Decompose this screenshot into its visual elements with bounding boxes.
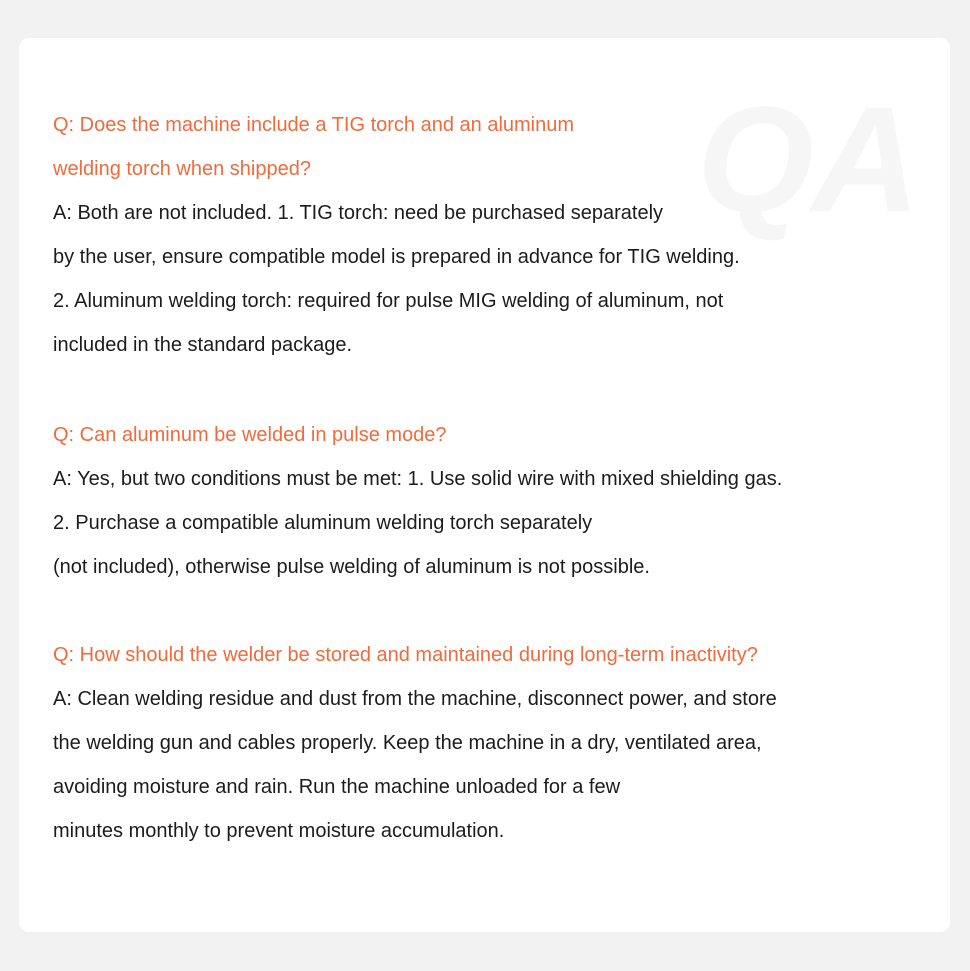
question-line: Q: Can aluminum be welded in pulse mode? — [53, 424, 447, 446]
question-line: Q: How should the welder be stored and maintained during long-term inactivity? — [53, 644, 758, 666]
answer-line: A: Both are not included. 1. TIG torch: need be purchased separately — [53, 202, 664, 224]
answer-line: A: Clean welding residue and dust from the machine, disconnect power, and store — [53, 688, 777, 710]
answer-line: included in the standard package. — [53, 334, 353, 356]
answer-line: A: Yes, but two conditions must be met: 1. Use solid wire with mixed shielding gas. — [53, 468, 783, 490]
qa-item — [53, 633, 933, 853]
question-line: welding torch when shipped? — [53, 158, 311, 180]
qa-item — [53, 413, 933, 589]
qa-watermark: QA — [697, 75, 918, 243]
answer-line: avoiding moisture and rain. Run the machine unloaded for a few — [53, 776, 621, 798]
answer-line: 2. Aluminum welding torch: required for pulse MIG welding of aluminum, not — [53, 290, 724, 312]
qa-item — [53, 103, 933, 367]
answer-line: by the user, ensure compatible model is prepared in advance for TIG welding. — [53, 246, 740, 268]
question-line: Q: Does the machine include a TIG torch and an aluminum — [53, 114, 575, 136]
answer-line: (not included), otherwise pulse welding of aluminum is not possible. — [53, 556, 650, 578]
answer-line: 2. Purchase a compatible aluminum welding torch separately — [53, 512, 593, 534]
answer-line: minutes monthly to prevent moisture accumulation. — [53, 820, 505, 842]
qa-card — [19, 38, 950, 932]
answer-line: the welding gun and cables properly. Keep the machine in a dry, ventilated area, — [53, 732, 762, 754]
